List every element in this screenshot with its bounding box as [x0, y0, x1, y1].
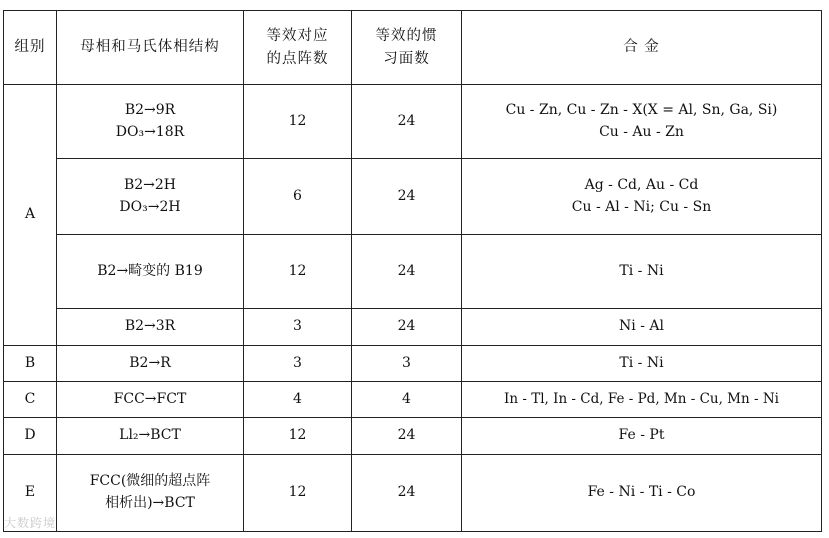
header-alloy: 合 金: [462, 11, 822, 85]
lattice-cell: 12: [244, 235, 352, 309]
alloy-cell: [462, 235, 822, 309]
structure-cell: [57, 418, 244, 455]
alloy-line: Ni - Al: [619, 318, 664, 335]
header-lattice-line2: 的点阵数: [266, 50, 329, 67]
header-habit: [352, 11, 462, 85]
lattice-cell: 6: [244, 159, 352, 235]
group-cell: E: [4, 455, 57, 532]
habit-cell: 4: [352, 382, 462, 418]
habit-cell: 24: [352, 418, 462, 455]
table-row: [4, 346, 822, 382]
header-habit-line2: 习面数: [383, 50, 430, 67]
structure-line: B2→R: [129, 354, 171, 371]
structure-cell: [57, 235, 244, 309]
table-row: [4, 159, 822, 235]
martensite-alloy-table: [3, 10, 822, 532]
structure-line: DO₃→18R: [115, 123, 185, 140]
table-row: [4, 85, 822, 159]
habit-cell: 24: [352, 235, 462, 309]
header-habit-line1: 等效的惯: [375, 28, 438, 45]
group-cell: A: [4, 85, 57, 346]
alloy-line: Cu - Al - Ni; Cu - Sn: [571, 198, 712, 215]
structure-cell: [57, 382, 244, 418]
structure-cell: [57, 85, 244, 159]
habit-cell: 24: [352, 455, 462, 532]
structure-line: DO₃→2H: [119, 198, 181, 215]
structure-cell: [57, 346, 244, 382]
alloy-cell: [462, 382, 822, 418]
structure-line: FCC→FCT: [113, 390, 187, 407]
lattice-cell: 3: [244, 309, 352, 346]
watermark: 大数跨境: [4, 516, 57, 530]
lattice-cell: 12: [244, 85, 352, 159]
alloy-cell: [462, 455, 822, 532]
structure-cell: [57, 309, 244, 346]
structure-cell: [57, 455, 244, 532]
alloy-line: Ti - Ni: [619, 354, 664, 371]
structure-line: B2→畸变的 B19: [97, 262, 203, 279]
structure-line: FCC(微细的超点阵: [89, 473, 211, 490]
habit-cell: 3: [352, 346, 462, 382]
header-group: 组别: [4, 11, 57, 85]
structure-line: B2→3R: [124, 318, 176, 335]
table-row: [4, 309, 822, 346]
structure-line: B2→9R: [124, 101, 176, 118]
alloy-line: Ag - Cd, Au - Cd: [584, 176, 699, 193]
lattice-cell: 12: [244, 455, 352, 532]
alloy-line: Fe - Ni - Ti - Co: [587, 484, 696, 501]
alloy-cell: [462, 346, 822, 382]
structure-line: Ll₂→BCT: [119, 427, 181, 444]
lattice-cell: 3: [244, 346, 352, 382]
habit-cell: 24: [352, 309, 462, 346]
alloy-cell: [462, 418, 822, 455]
structure-line: B2→2H: [123, 176, 177, 193]
group-cell: D: [4, 418, 57, 455]
group-cell: C: [4, 382, 57, 418]
header-structure: 母相和马氏体相结构: [57, 11, 244, 85]
alloy-line: In - Tl, In - Cd, Fe - Pd, Mn - Cu, Mn - Ni: [504, 391, 779, 408]
alloy-cell: [462, 309, 822, 346]
alloy-line: Cu - Zn, Cu - Zn - X(X = Al, Sn, Ga, Si): [505, 101, 778, 118]
lattice-cell: 12: [244, 418, 352, 455]
structure-line: 相析出)→BCT: [105, 495, 195, 511]
header-row: [4, 11, 822, 85]
alloy-line: Cu - Au - Zn: [599, 123, 684, 140]
alloy-cell: [462, 159, 822, 235]
group-cell: B: [4, 346, 57, 382]
habit-cell: 24: [352, 159, 462, 235]
table-row: [4, 455, 822, 532]
header-lattice: [244, 11, 352, 85]
lattice-cell: 4: [244, 382, 352, 418]
habit-cell: 24: [352, 85, 462, 159]
table-row: [4, 418, 822, 455]
header-lattice-line1: 等效对应: [266, 28, 329, 45]
alloy-cell: [462, 85, 822, 159]
table-row: [4, 382, 822, 418]
table-row: [4, 235, 822, 309]
structure-cell: [57, 159, 244, 235]
alloy-line: Ti - Ni: [619, 262, 664, 279]
alloy-line: Fe - Pt: [618, 427, 665, 444]
